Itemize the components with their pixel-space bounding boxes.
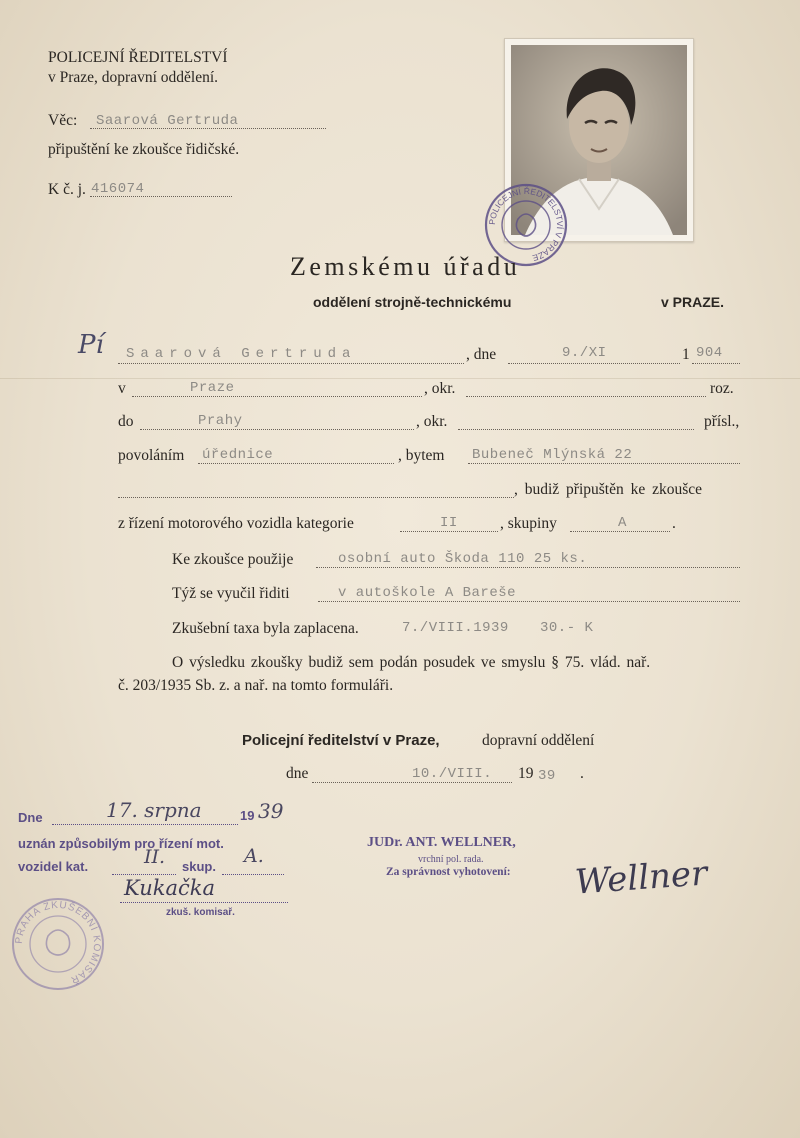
birth-place: Praze (190, 380, 235, 396)
komisar-signature: Kukačka (124, 876, 216, 900)
okr-label-1: , okr. (424, 380, 456, 397)
taxa-amount: 30.- K (540, 620, 594, 636)
komisar-dotted-line (120, 902, 288, 903)
vycuil-label: Týž se vyučil řiditi (172, 585, 290, 602)
paper-fold (0, 378, 800, 379)
v-label: v (118, 380, 126, 397)
header-line-1: POLICEJNÍ ŘEDITELSTVÍ (48, 49, 228, 66)
bytem-label: , bytem (398, 447, 445, 464)
dom-place: Prahy (198, 413, 243, 429)
kcj-value: 416074 (91, 181, 145, 197)
dom-place-dotted-line (140, 429, 414, 430)
issuer-line: Policejní ředitelství v Praze, (242, 732, 440, 749)
exam-dne-label: Dne (18, 810, 43, 825)
occupation-value: úřednice (202, 447, 274, 463)
vehicle-value: osobní auto Škoda 110 25 ks. (338, 551, 588, 567)
dne-label: , dne (466, 346, 497, 363)
issuer-year-prefix: 19 (518, 765, 534, 782)
addressee-title: Zemskému úřadu (290, 252, 521, 281)
addressee-city: v PRAZE. (661, 294, 725, 310)
prisl-label: přísl., (704, 413, 740, 430)
address-value: Bubeneč Mlýnská 22 (472, 447, 633, 463)
rizeni-label: z řízení motorového vozidla kategorie (118, 515, 354, 532)
examiner-stamp (10, 896, 106, 992)
birth-place-dotted-line (132, 396, 422, 397)
issuer-dne-label: dne (286, 765, 309, 782)
okr-dotted-line-2 (458, 429, 694, 430)
official-name: JUDr. ANT. WELLNER, (367, 835, 516, 850)
official-rank: vrchní pol. rada. (418, 854, 484, 865)
group-value: A (618, 515, 627, 531)
komisar-label: zkuš. komisař. (166, 907, 235, 918)
povolanim-label: povoláním (118, 447, 185, 464)
exam-line-3b: skup. (182, 859, 216, 874)
address-dotted-line (468, 463, 740, 464)
issuer-year: 39 (538, 768, 556, 784)
occupation-dotted-line (198, 463, 394, 464)
exam-cat-handwritten: II. (144, 846, 166, 868)
police-stamp-text: POLICEJNÍ ŘEDITELSTVÍ V PRAZE (486, 185, 566, 264)
header-line-2: v Praze, dopravní oddělení. (48, 69, 219, 86)
category-dotted-line (400, 531, 498, 532)
school-dotted-line (318, 601, 740, 602)
examiner-stamp-icon (10, 896, 106, 992)
pouzije-label: Ke zkoušce použije (172, 551, 294, 568)
subject-line: připuštění ke zkoušce řidičské. (48, 141, 240, 158)
vec-label: Věc: (48, 112, 78, 129)
group-dotted-line (570, 531, 670, 532)
vehicle-dotted-line (316, 567, 740, 568)
continuation-dotted-line (118, 497, 514, 498)
row6-period: . (672, 515, 676, 532)
vec-value: Saarová Gertruda (96, 113, 239, 129)
school-value: v autoškole A Bareše (338, 585, 517, 601)
birth-year-dotted-line (692, 363, 740, 364)
roz-label: roz. (710, 380, 734, 397)
exam-date-handwritten: 17. srpna (106, 798, 202, 822)
issuer-date-dotted-line (312, 782, 512, 783)
budiz-label: , budiž připuštěn ke zkoušce (514, 481, 703, 498)
svg-text:PRAHA ZKUŠEBNÍ KOMISAŘ (14, 900, 102, 988)
exam-group-handwritten: A. (244, 845, 264, 867)
birth-day: 9./XI (562, 345, 607, 361)
okr-label-2: , okr. (416, 413, 448, 430)
name-value: Saarová Gertruda (126, 346, 357, 362)
name-dotted-line (118, 363, 464, 364)
birth-year: 904 (696, 345, 723, 361)
official-correctness: Za správnost vyhotovení: (386, 866, 511, 878)
examiner-stamp-text: PRAHA ZKUŠEBNÍ KOMISAŘ (13, 899, 103, 986)
issuer-period: . (580, 765, 584, 782)
kcj-label: K č. j. (48, 181, 86, 198)
exam-line-2: uznán způsobilým pro řízení mot. (18, 836, 224, 851)
exam-group-dotted-line (222, 874, 284, 875)
birth-year-prefix: 1 (682, 346, 690, 363)
exam-year-handwritten: 39 (258, 799, 284, 823)
exam-cat-dotted-line (112, 874, 176, 875)
exam-date-dotted-line (52, 824, 238, 825)
vysledek-line-2: č. 203/1935 Sb. z. a nař. na tomto formuláři. (118, 677, 394, 694)
taxa-label: Zkušební taxa byla zaplacena. (172, 620, 359, 637)
category-value: II (440, 515, 458, 531)
do-label: do (118, 413, 134, 430)
official-signature: Wellner (573, 853, 709, 903)
birth-date-dotted-line (508, 363, 680, 364)
exam-line-3a: vozidel kat. (18, 859, 89, 874)
skupiny-label: , skupiny (500, 515, 557, 532)
exam-year-prefix: 19 (240, 808, 255, 823)
taxa-date: 7./VIII.1939 (402, 620, 509, 636)
prefix-handwritten: Pí (78, 330, 104, 360)
vysledek-line-1: O výsledku zkoušky budiž sem podán posudek ve smyslu § 75. vlád. nař. (172, 654, 651, 671)
issuer-date: 10./VIII. (412, 766, 493, 782)
addressee-subtitle: oddělení strojně-technickému (313, 294, 512, 310)
okr-dotted-line-1 (466, 396, 706, 397)
issuer-dept: dopravní oddělení (482, 732, 595, 749)
